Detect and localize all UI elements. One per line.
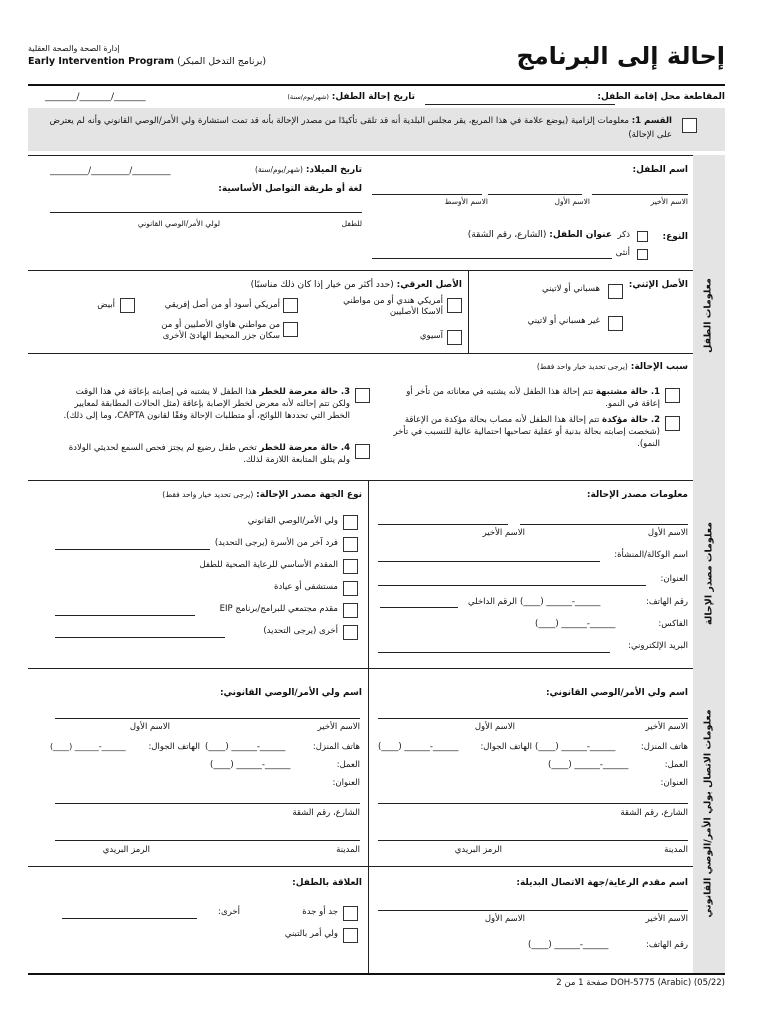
guardian1-work-field[interactable]: (____) ______-______	[548, 760, 629, 770]
male-label: ذكر	[617, 230, 630, 240]
type2-field[interactable]	[55, 549, 210, 550]
sidebar-source-label: معلومات مصدر الإحالة	[703, 522, 715, 625]
type3-label: المقدم الأساسي للرعاية الصحية للطفل	[199, 560, 338, 570]
rel-grandparent-checkbox[interactable]	[343, 906, 358, 921]
referral-date-field[interactable]: _______/_______/_______	[45, 92, 146, 102]
guardian2-work-label: العمل:	[336, 760, 360, 770]
rel-other-field[interactable]	[62, 918, 197, 919]
agency-field[interactable]	[378, 561, 600, 562]
reason3	[60, 386, 350, 422]
reason-label: سبب الإحالة:	[630, 362, 688, 372]
rel-foster-checkbox[interactable]	[343, 928, 358, 943]
male-checkbox[interactable]	[637, 231, 648, 242]
guardian2-city-field[interactable]	[55, 840, 360, 841]
guardian2-city-caption: المدينة	[336, 845, 360, 855]
type2-checkbox[interactable]	[343, 537, 358, 552]
page-title: إحالة إلى البرنامج	[516, 42, 725, 70]
source-type-label-group	[60, 490, 362, 500]
reason2-text: تتم إحالة هذا الطفل لأنه مصاب بحالة مؤكدة من الإعاقة (شخصت إصابته بحالة بدنية أو عقلية تصاحبها احتمالية عالية للتسبب في تأخر النمو).	[393, 415, 660, 449]
rel-foster-label: ولي أمر بالتبني	[284, 929, 338, 939]
reason3-num: 3.	[340, 387, 350, 397]
source-address-field[interactable]	[378, 585, 646, 586]
guardian1-home-label: هاتف المنزل:	[640, 742, 688, 752]
county-field[interactable]	[425, 104, 615, 105]
lang-child-caption: للطفل	[341, 219, 362, 228]
race-pacific-checkbox[interactable]	[283, 322, 298, 337]
reason4	[60, 442, 350, 466]
child-name-label: اسم الطفل:	[632, 165, 688, 175]
race-label: الأصل العرقي:	[396, 280, 462, 290]
type6-field[interactable]	[55, 637, 225, 638]
alt-last-caption: الاسم الأخير	[645, 914, 688, 924]
guardian2-zip-caption: الرمز البريدي	[102, 845, 150, 855]
language-label: لغة أو طريقة التواصل الأساسية:	[218, 184, 362, 194]
race-asian-checkbox[interactable]	[447, 330, 462, 345]
alt-first-caption: الاسم الأول	[484, 914, 525, 924]
relationship-label: العلاقة بالطفل:	[292, 878, 362, 888]
child-address-hint: (الشارع، رقم الشقة)	[467, 230, 547, 240]
reason1-num: 1.	[650, 387, 660, 397]
guardian2-address-label: العنوان:	[332, 778, 360, 788]
reason3-title: حالة معرضة للخطر	[259, 387, 339, 397]
reason-label-group	[400, 362, 688, 372]
hispanic-label: هسباني أو لاتيني	[542, 284, 600, 294]
dept-name: إدارة الصحة والصحة العقلية	[28, 44, 120, 53]
reason2-checkbox[interactable]	[665, 416, 680, 431]
reason4-text: تخص طفل رضيع لم يجتز فحص السمع لحديثي الولادة ولم يتلق المتابعة اللازمة لذلك.	[68, 443, 350, 465]
source-email-field[interactable]	[378, 652, 610, 653]
source-address-label: العنوان:	[660, 574, 688, 584]
source-ext-label: الرقم الداخلي	[468, 597, 517, 607]
type4-label: مستشفى أو عيادة	[273, 582, 338, 592]
guardian1-last-caption: الاسم الأخير	[645, 722, 688, 732]
reason2	[392, 414, 660, 450]
footer-text: DOH-5775 (Arabic) (05/22) صفحة 1 من 2	[556, 978, 725, 988]
child-first-field[interactable]	[488, 194, 582, 195]
reason2-title: حالة مؤكدة	[602, 415, 649, 425]
ethnic-label: الأصل الإثني:	[628, 280, 688, 290]
gender-label: النوع:	[662, 232, 688, 242]
guardian2-name-field[interactable]	[55, 718, 360, 719]
source-type-hint: (يرجى تحديد خيار واحد فقط)	[162, 490, 254, 499]
source-last-field[interactable]	[378, 524, 508, 525]
reason1-title: حالة مشتبهة	[595, 387, 649, 397]
non-hispanic-checkbox[interactable]	[608, 316, 623, 331]
guardian1-first-caption: الاسم الأول	[474, 722, 515, 732]
source-fax-label: الفاكس:	[658, 619, 688, 629]
type1-checkbox[interactable]	[343, 515, 358, 530]
reason3-checkbox[interactable]	[355, 388, 370, 403]
type2-label: فرد آخر من الأسرة (يرجى التحديد)	[214, 538, 338, 548]
child-address-label: عنوان الطفل:	[549, 230, 612, 240]
guardian1-mobile-field[interactable]: (____) ______-______	[378, 742, 459, 752]
source-first-caption: الاسم الأول	[647, 528, 688, 538]
source-last-caption: الاسم الأخير	[482, 528, 525, 538]
female-checkbox[interactable]	[637, 249, 648, 260]
reason2-num: 2.	[650, 415, 660, 425]
reason4-title: حالة معرضة للخطر	[259, 443, 339, 453]
race-white-label: أبيض	[97, 300, 115, 310]
guardian1-label: اسم ولي الأمر/الوصي القانوني:	[545, 688, 688, 698]
female-label: أنثى	[615, 248, 630, 258]
section1-checkbox[interactable]	[682, 118, 697, 133]
guardian1-work-label: العمل:	[664, 760, 688, 770]
guardian2-last-caption: الاسم الأخير	[317, 722, 360, 732]
type6-checkbox[interactable]	[343, 625, 358, 640]
program-en: Early Intervention Program	[28, 56, 175, 67]
type5-checkbox[interactable]	[343, 603, 358, 618]
guardian2-first-caption: الاسم الأول	[129, 722, 170, 732]
child-last-field[interactable]	[592, 194, 688, 195]
guardian1-zip-caption: الرمز البريدي	[454, 845, 502, 855]
type6-label: أخرى (يرجى التحديد)	[263, 626, 338, 636]
guardian2-work-field[interactable]: (____) ______-______	[210, 760, 291, 770]
guardian1-city-field[interactable]	[378, 840, 688, 841]
agency-label: اسم الوكالة/المنشأة:	[614, 550, 688, 560]
race-label-group	[200, 280, 462, 290]
source-phone-field[interactable]: (____) ______-______	[520, 597, 601, 607]
reason1-checkbox[interactable]	[665, 388, 680, 403]
child-address-label-group	[372, 230, 612, 240]
guardian1-city-caption: المدينة	[664, 845, 688, 855]
race-native-label: أمريكي هندي أو من مواطني ألاسكا الأصليين	[343, 296, 443, 317]
reason4-checkbox[interactable]	[355, 444, 370, 459]
guardian2-street-field[interactable]	[55, 803, 360, 804]
reason-hint: (يرجى تحديد خيار واحد فقط)	[536, 362, 628, 371]
program-name	[28, 56, 266, 67]
race-asian-label: آسيوي	[419, 331, 443, 341]
section1-label: القسم 1:	[631, 116, 672, 126]
race-black-label: أمريكي أسود أو من أصل إفريقي	[164, 300, 280, 310]
rel-grandparent-label: جد أو جدة	[302, 907, 338, 917]
child-first-caption: الاسم الأول	[554, 197, 590, 206]
language-field[interactable]	[50, 212, 362, 213]
program-ar: (برنامج التدخل المبكر)	[177, 56, 267, 67]
dob-label-group	[180, 165, 362, 175]
guardian2-street-caption: الشارع، رقم الشقة	[292, 808, 360, 818]
source-fax-field[interactable]: (____) ______-______	[535, 619, 616, 629]
alt-phone-label: رقم الهاتف:	[645, 940, 688, 950]
guardian2-mobile-field[interactable]: (____) ______-______	[50, 742, 126, 751]
child-address-field[interactable]	[372, 258, 612, 259]
child-last-caption: الاسم الأخير	[650, 197, 688, 206]
guardian1-name-field[interactable]	[378, 718, 688, 719]
reason1	[392, 386, 660, 410]
dob-label: تاريخ الميلاد:	[305, 165, 362, 175]
guardian1-mobile-label: الهاتف الجوال:	[480, 742, 532, 752]
race-hint: (حدد أكثر من خيار إذا كان ذلك مناسبًا)	[250, 280, 394, 290]
guardian1-address-label: العنوان:	[660, 778, 688, 788]
referral-date	[170, 92, 415, 102]
section1-body: معلومات إلزامية (يوضع علامة في هذا المربع، يقر مجلس البلدية أنه قد تلقى تأكيدًا من مصدر الإحالة بأنه قد تمت استشارة ولي الأمر/الوصي القانوني وأنه لم يعترض على الإحالة)	[49, 116, 672, 140]
type1-label: ولي الأمر/الوصي القانوني	[247, 516, 338, 526]
guardian1-home-field[interactable]: (____) ______-______	[535, 742, 616, 752]
type5-label: مقدم مجتمعي للبرامج/برنامج EIP	[219, 604, 338, 614]
lang-guardian-caption: لولي الأمر/الوصي القانوني	[137, 219, 220, 228]
race-white-checkbox[interactable]	[120, 298, 135, 313]
type4-checkbox[interactable]	[343, 581, 358, 596]
type5-field[interactable]	[55, 615, 195, 616]
source-first-field[interactable]	[520, 524, 688, 525]
referral-date-label: تاريخ إحالة الطفل:	[331, 92, 415, 102]
source-phone-label: رقم الهاتف:	[645, 597, 688, 607]
county-label: المقاطعة محل إقامة الطفل:	[597, 92, 725, 102]
guardian2-home-field[interactable]: (____) ______-______	[205, 742, 286, 752]
race-pacific-label: من مواطني هاواي الأصليين أو من سكان جزر المحيط الهادئ الأخرى	[161, 320, 280, 341]
guardian2-label: اسم ولي الأمر/الوصي القانوني:	[219, 688, 362, 698]
reason1-text: تتم إحالة هذا الطفل لأنه يشتبه في معاناته من تأخر أو إعاقة في النمو.	[406, 387, 660, 409]
race-black-checkbox[interactable]	[283, 298, 298, 313]
dob-field[interactable]: _________/_________/_________	[50, 166, 171, 176]
reason3-text: هذا الطفل لا يشتبه في إصابته بإعاقة في هذا الوقت ولكن تتم إحالته لأنه معرض لخطر الإصابة بإعاقة (مثل الحالات المطابقة لمعايير الخطر التي تحددها اللوائح، أو متطلبات الإحالة وفقًا لقانون CAPTA، وما إلى ذلك).	[63, 387, 350, 421]
section1-text	[40, 114, 672, 142]
type3-checkbox[interactable]	[343, 559, 358, 574]
child-middle-field[interactable]	[372, 194, 482, 195]
sidebar-child	[693, 155, 725, 480]
reason4-num: 4.	[340, 443, 350, 453]
alt-phone-field[interactable]: (____) ______-______	[528, 940, 609, 950]
guardian1-street-field[interactable]	[378, 803, 688, 804]
rel-other-label: أخرى:	[218, 907, 240, 917]
child-middle-caption: الاسم الأوسط	[444, 197, 488, 206]
referral-date-format: (شهر/يوم/سنة)	[287, 93, 329, 101]
guardian2-mobile-label: الهاتف الجوال:	[148, 742, 200, 752]
source-label: معلومات مصدر الإحالة:	[586, 490, 688, 500]
race-native-checkbox[interactable]	[447, 298, 462, 313]
source-type-label: نوع الجهة مصدر الإحالة:	[256, 490, 362, 500]
hispanic-checkbox[interactable]	[608, 284, 623, 299]
sidebar-source	[693, 480, 725, 668]
non-hispanic-label: غير هسباني أو لاتيني	[527, 316, 600, 326]
source-ext-field[interactable]	[380, 607, 458, 608]
guardian1-street-caption: الشارع، رقم الشقة	[620, 808, 688, 818]
dob-format: (شهر/يوم/سنة)	[254, 165, 303, 174]
alt-contact-name-field[interactable]	[378, 910, 688, 911]
sidebar-child-label: معلومات الطفل	[702, 278, 714, 353]
sidebar-contact-label: معلومات الاتصال بولي الأمر/الوصي القانوني	[702, 709, 714, 918]
guardian2-home-label: هاتف المنزل:	[312, 742, 360, 752]
sidebar-contact	[693, 668, 725, 973]
alt-contact-label: اسم مقدم الرعاية/جهة الاتصال البديلة:	[516, 878, 688, 888]
source-email-label: البريد الإلكتروني:	[628, 641, 688, 651]
